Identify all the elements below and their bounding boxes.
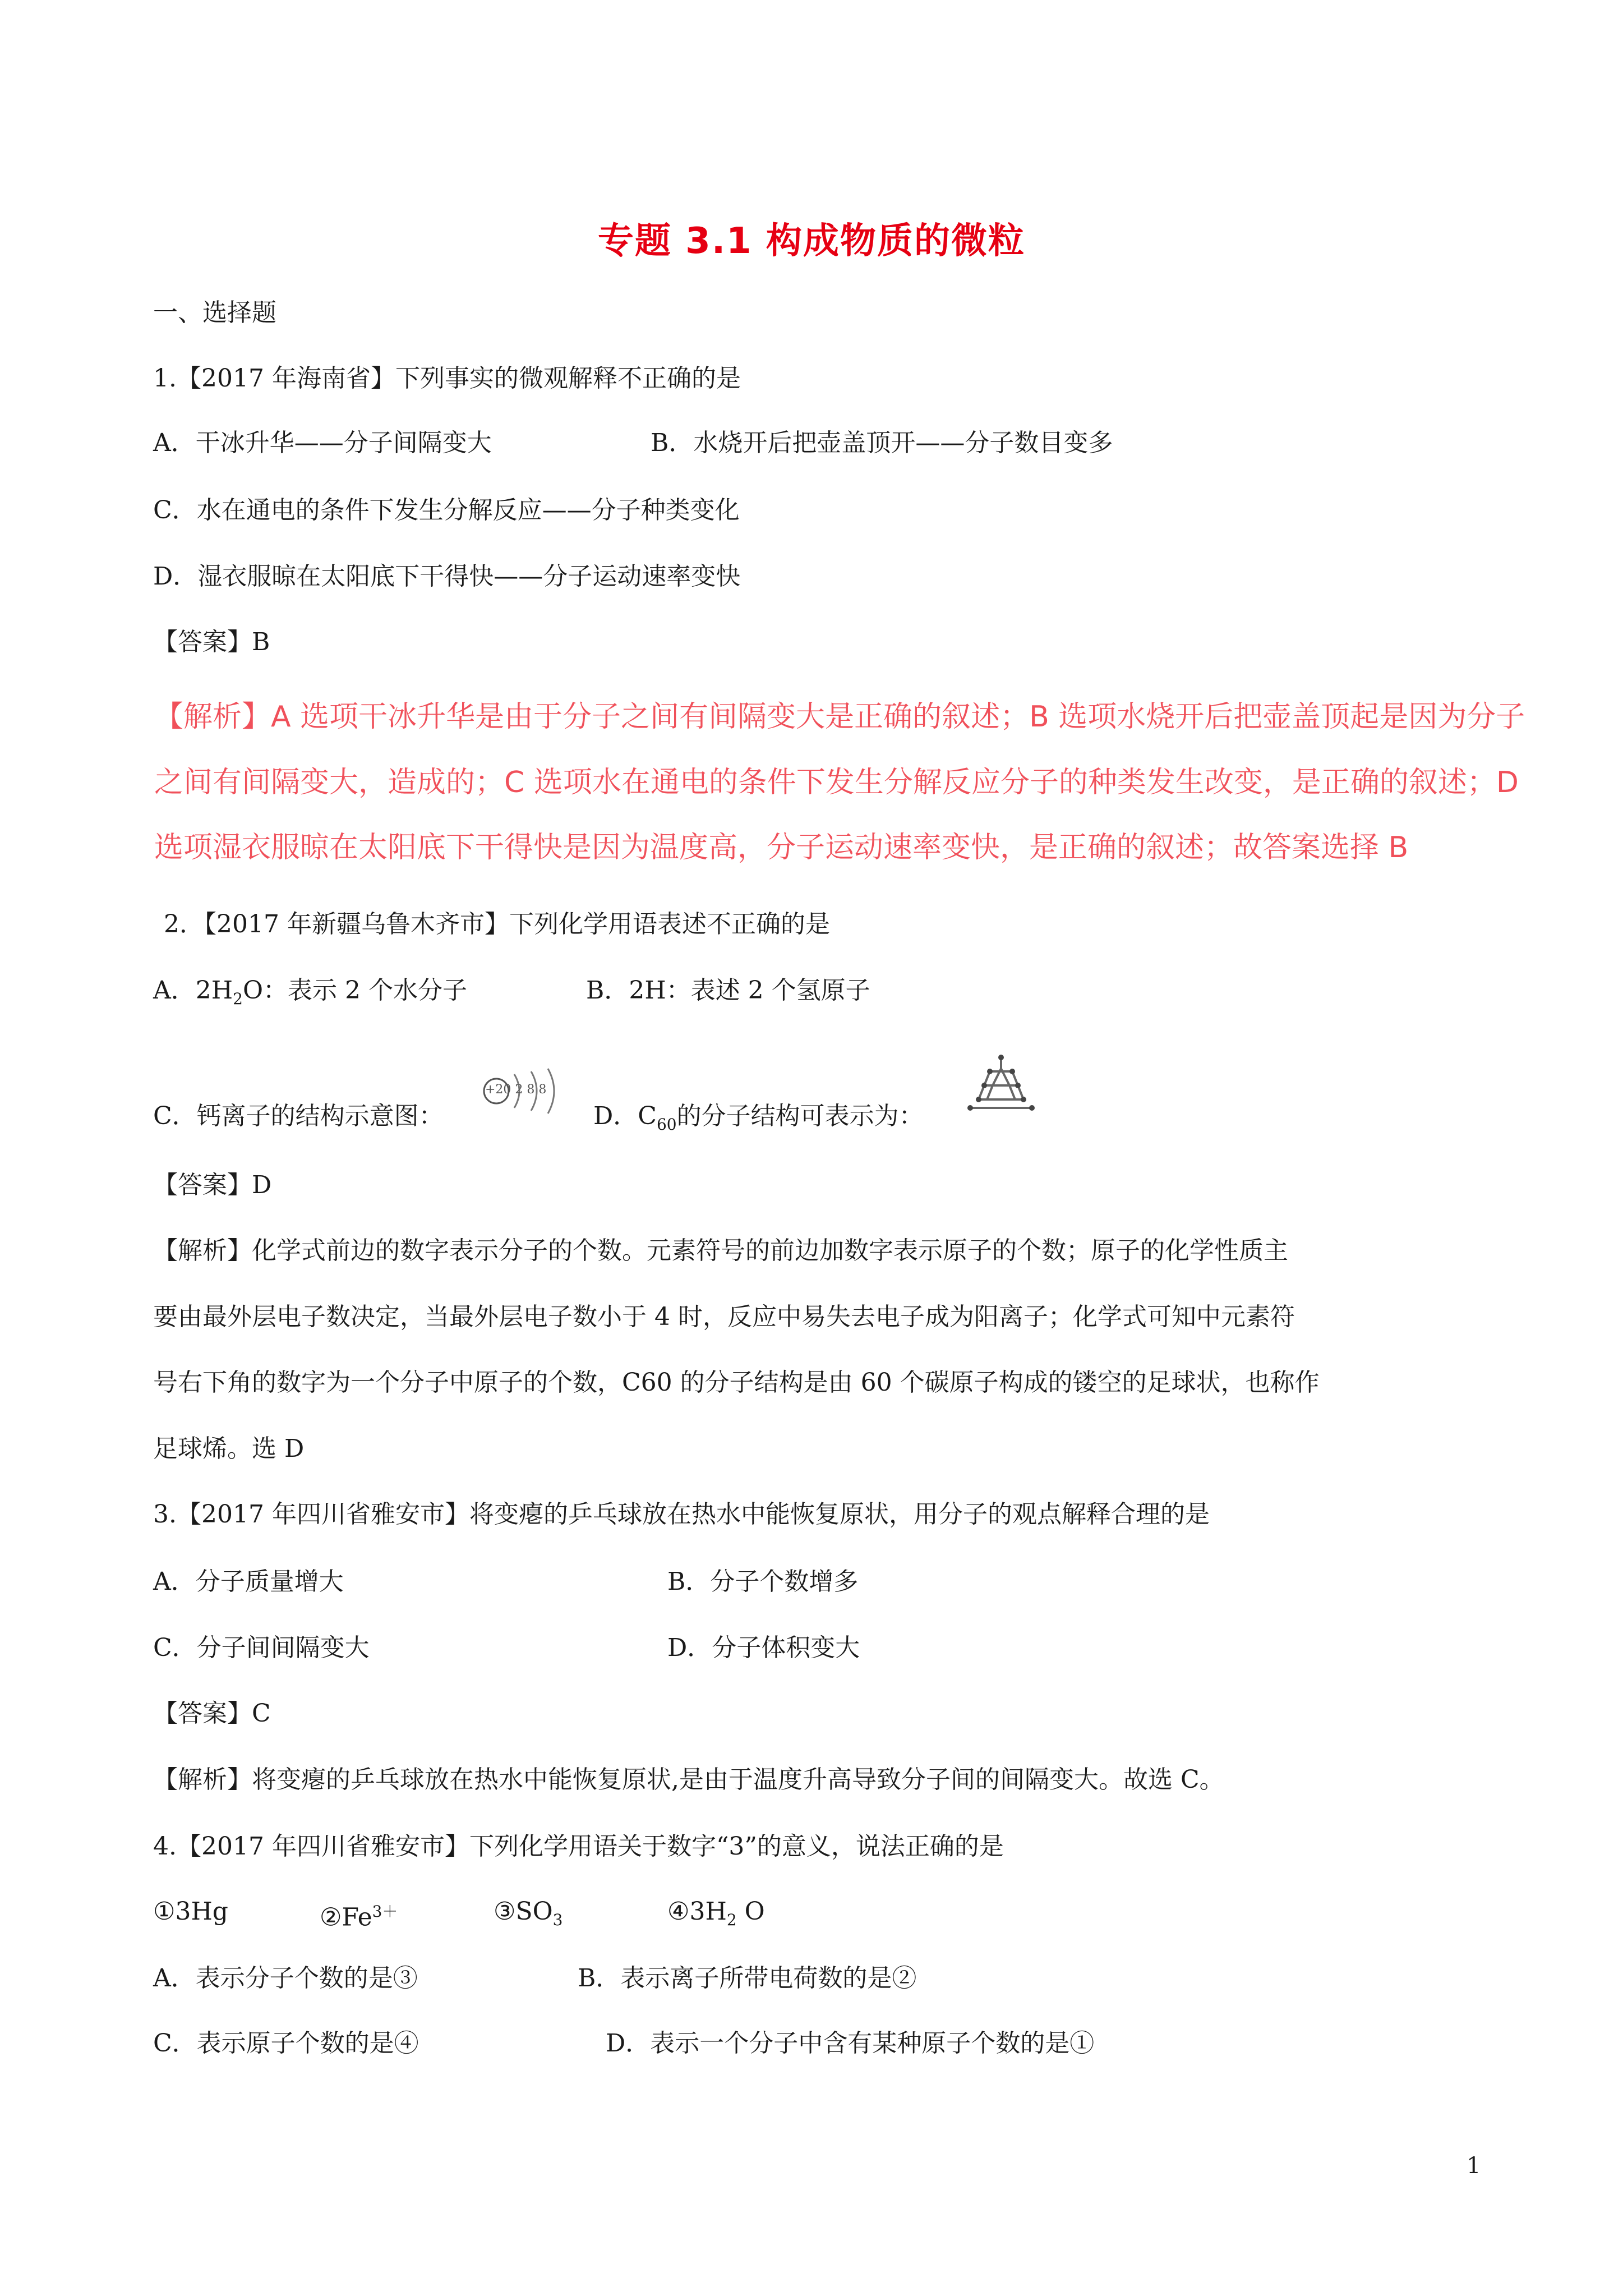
calcium-ion-structure-diagram	[479, 1060, 564, 1122]
q3-analysis: 【解析】将变瘪的乒乓球放在热水中能恢复原状,是由于温度升高导致分子间的间隔变大。故选 C。	[153, 1765, 1224, 1794]
c60-structure-icon	[962, 1052, 1040, 1116]
q4-item-4: $④3H_2$ O	[667, 1897, 765, 1929]
page-title: 专题 3.1 构成物质的微粒	[598, 220, 1025, 262]
q4-option-c: C．表示原子个数的是④	[153, 2029, 419, 2058]
q1-option-c: C．水在通电的条件下发生分解反应——分子种类变化	[153, 496, 740, 524]
q4-stem: 4.【2017 年四川省雅安市】下列化学用语关于数字“3”的意义，说法正确的是	[153, 1832, 1004, 1861]
q1-option-a: A．干冰升华——分子间隔变大	[153, 429, 492, 457]
q2-analysis-line-4: 足球烯。选 D	[153, 1434, 305, 1463]
q1-answer: 【答案】B	[153, 628, 270, 656]
q2-option-b: B．2H：表述 2 个氢原子	[586, 976, 870, 1005]
q1-option-d: D．湿衣服晾在太阳底下干得快——分子运动速率变快	[153, 562, 741, 591]
q2-analysis-line-3: 号右下角的数字为一个分子中原子的个数，C60 的分子结构是由 60 个碳原子构成的镂空的足球状，也称作	[153, 1368, 1320, 1397]
section-heading: 一、选择题	[153, 298, 276, 327]
q4-option-d: D．表示一个分子中含有某种原子个数的是①	[606, 2029, 1095, 2058]
q3-option-b: B．分子个数增多	[667, 1567, 859, 1596]
q3-option-d: D．分子体积变大	[667, 1634, 860, 1662]
ion-diagram-label: +20 2 8 8	[485, 1083, 547, 1097]
q1-option-b: B．水烧开后把壶盖顶开——分子数目变多	[651, 429, 1113, 457]
q2-option-d: D．$C_{60}$的分子结构可表示为：	[593, 1102, 924, 1134]
q1-analysis-line-1: 【解析】A 选项干冰升华是由于分子之间有间隔变大是正确的叙述；B 选项水烧开后把壶盖顶起是因为分子	[154, 700, 1525, 734]
q2-answer: 【答案】D	[153, 1171, 272, 1199]
q4-option-a: A．表示分子个数的是③	[153, 1964, 418, 1993]
q2-analysis-line-1: 【解析】化学式前边的数字表示分子的个数。元素符号的前边加数字表示原子的个数；原子的化学性质主	[153, 1236, 1288, 1265]
q2-option-a: A．$2H_2O$：表示 2 个水分子	[153, 976, 468, 1008]
q4-option-b: B．表示离子所带电荷数的是②	[578, 1964, 917, 1993]
q2-option-c: C．钙离子的结构示意图：	[153, 1102, 444, 1130]
q1-analysis-line-3: 选项湿衣服晾在太阳底下干得快是因为温度高，分子运动速率变快，是正确的叙述；故答案选择 B	[154, 831, 1409, 864]
q4-item-1: ①3Hg	[153, 1897, 228, 1926]
c60-molecule-diagram	[962, 1052, 1040, 1116]
q2-stem: 2．【2017 年新疆乌鲁木齐市】下列化学用语表述不正确的是	[164, 910, 830, 938]
q4-item-2: $②Fe^{3+}$	[320, 1902, 398, 1932]
q1-stem: 1.【2017 年海南省】下列事实的微观解释不正确的是	[153, 364, 741, 393]
q3-option-a: A．分子质量增大	[153, 1567, 344, 1596]
q2-analysis-line-2: 要由最外层电子数决定，当最外层电子数小于 4 时，反应中易失去电子成为阳离子；化学式可知中元素符	[153, 1303, 1295, 1331]
q1-analysis-line-2: 之间有间隔变大，造成的；C 选项水在通电的条件下发生分解反应分子的种类发生改变，是正确的叙述；D	[154, 766, 1519, 799]
q3-answer: 【答案】C	[153, 1699, 271, 1728]
q3-option-c: C．分子间间隔变大	[153, 1634, 370, 1662]
q4-item-3: $③SO_3$	[494, 1897, 563, 1929]
page-number: 1	[1467, 2153, 1481, 2179]
q3-stem: 3.【2017 年四川省雅安市】将变瘪的乒乓球放在热水中能恢复原状，用分子的观点解释合理的是	[153, 1500, 1210, 1529]
